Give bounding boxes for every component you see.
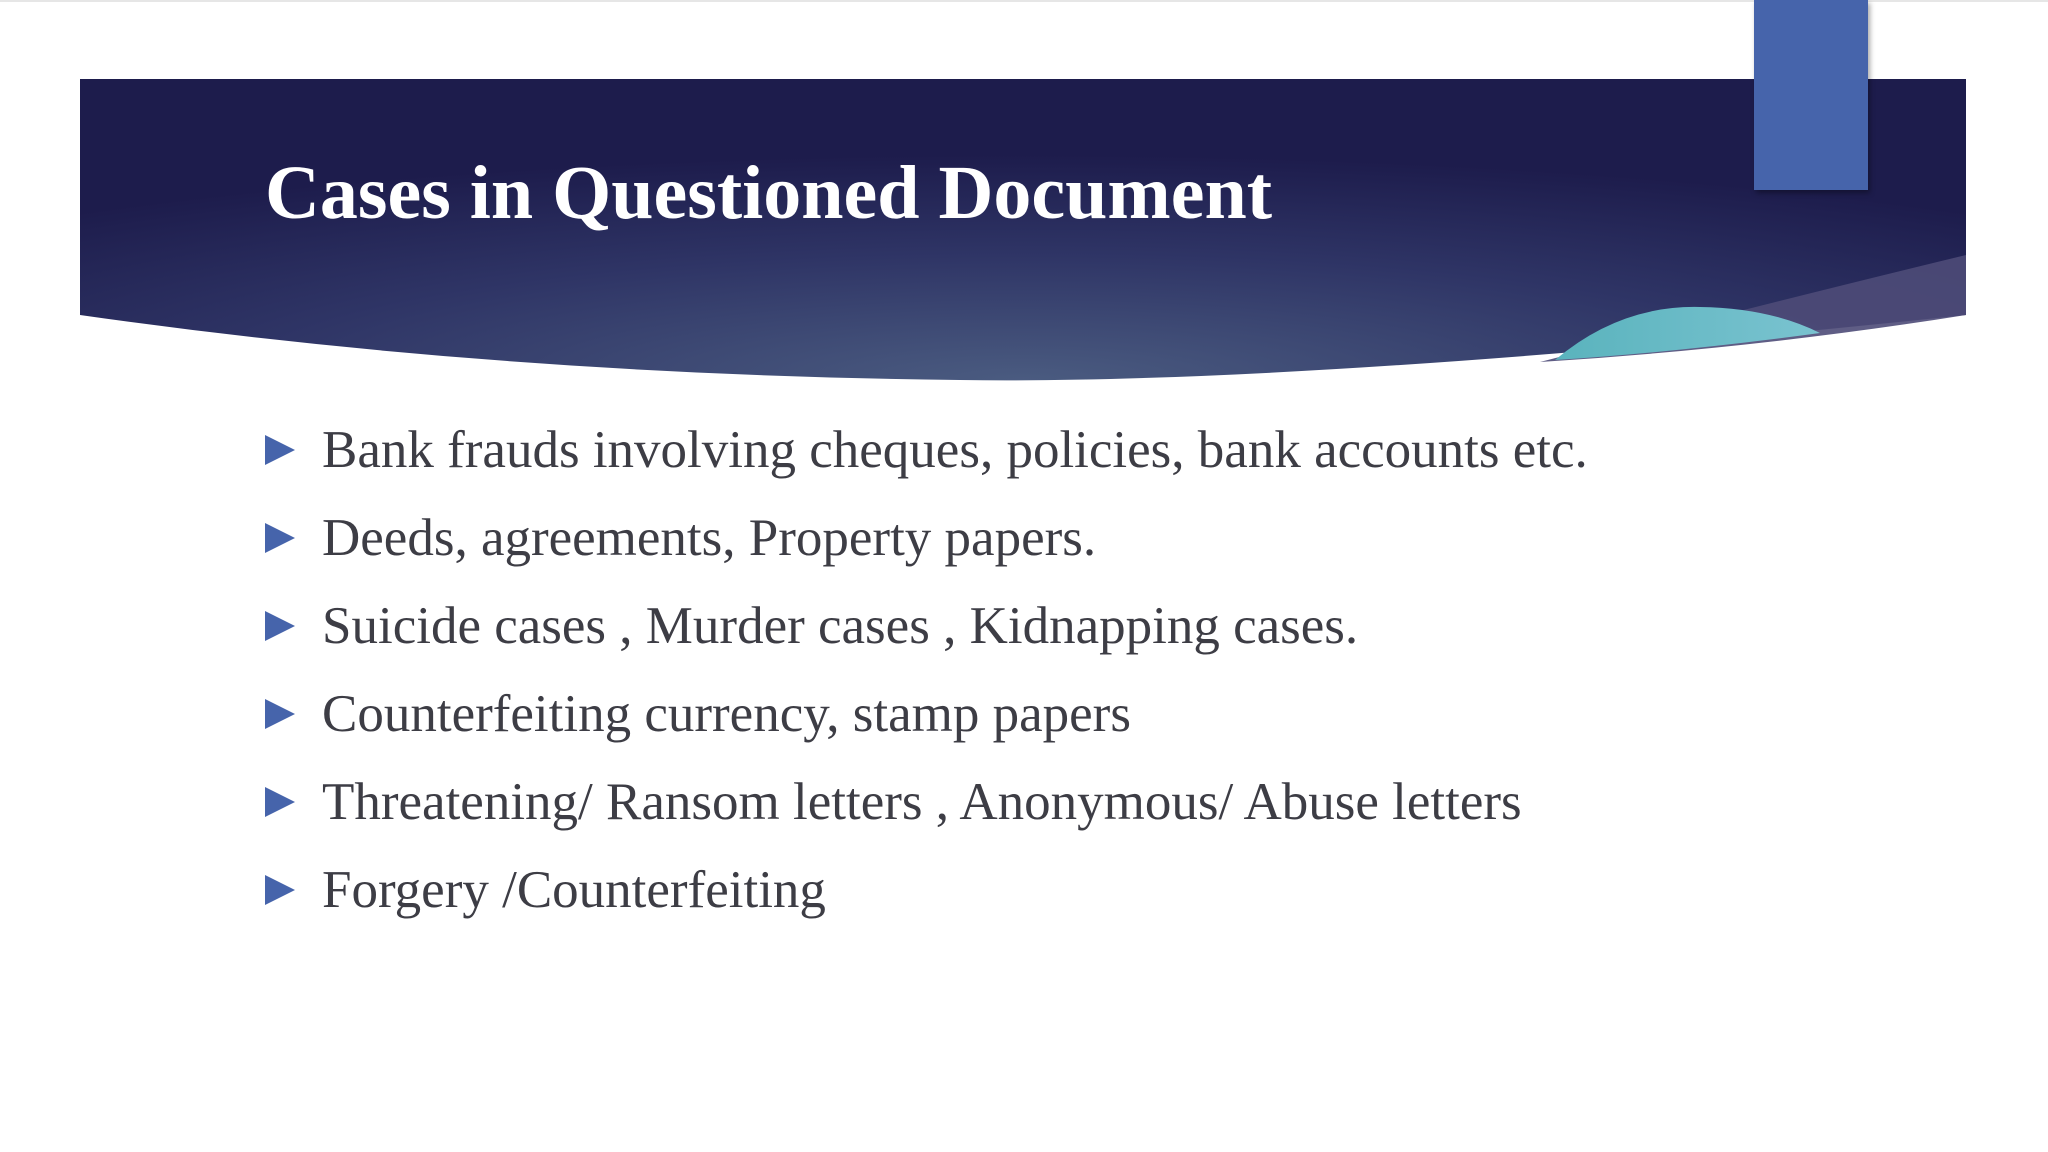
bullet-text: Suicide cases , Murder cases , Kidnapping cases. [322,597,1359,655]
accent-tab [1754,0,1868,190]
bullet-item [265,670,1588,758]
triangle-bullet-icon [265,787,295,817]
bullet-text: Counterfeiting currency, stamp papers [322,685,1131,743]
bullet-item [265,758,1588,846]
bullet-item [265,406,1588,494]
bullet-text: Threatening/ Ransom letters , Anonymous/ Abuse letters [322,773,1522,831]
bullet-list [265,406,1588,934]
triangle-bullet-icon [265,699,295,729]
bullet-item [265,846,1588,934]
bullet-text: Deeds, agreements, Property papers. [322,509,1097,567]
bullet-item [265,582,1588,670]
slide-title: Cases in Questioned Document [265,151,1273,235]
triangle-bullet-icon [265,611,295,641]
bullet-text: Forgery /Counterfeiting [322,861,826,919]
triangle-bullet-icon [265,523,295,553]
bullet-text: Bank frauds involving cheques, policies, bank accounts etc. [322,421,1588,479]
triangle-bullet-icon [265,875,295,905]
triangle-bullet-icon [265,435,295,465]
bullet-item [265,494,1588,582]
